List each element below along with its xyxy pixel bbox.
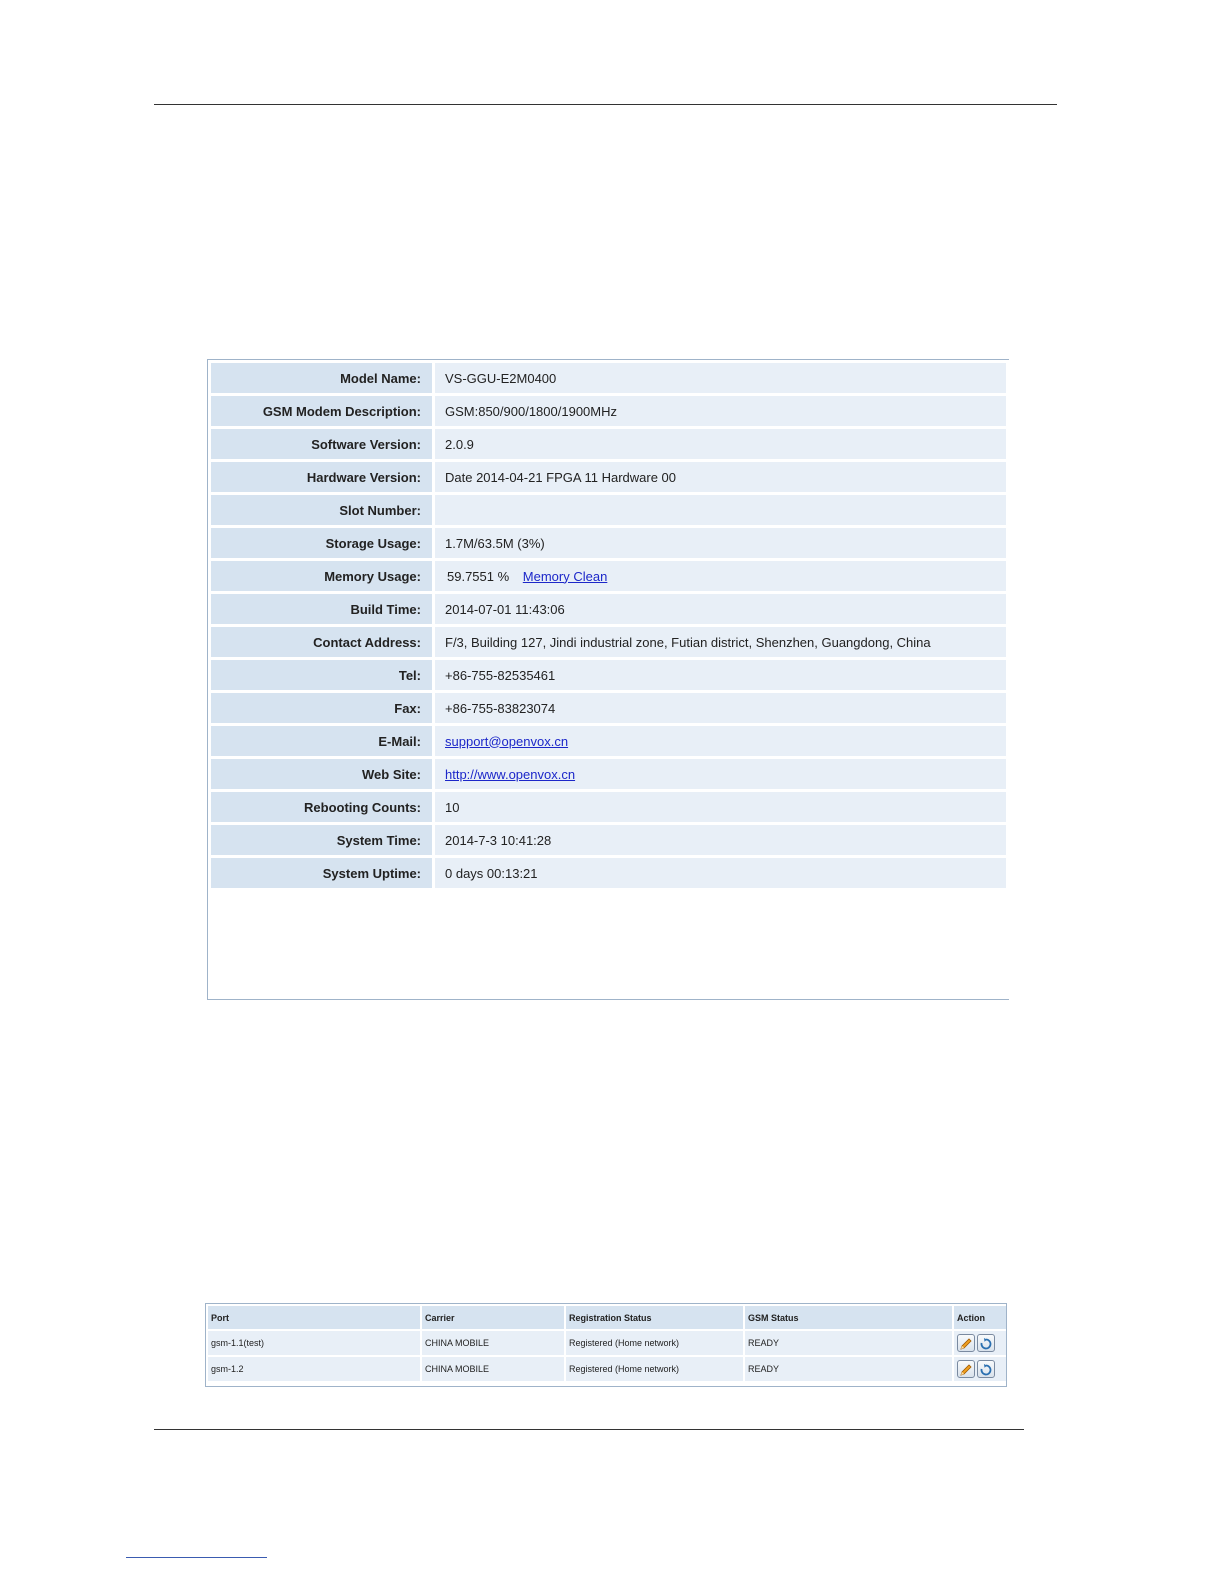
- edit-button[interactable]: [957, 1360, 975, 1378]
- info-value: VS-GGU-E2M0400: [435, 363, 1006, 393]
- memory-clean-link[interactable]: Memory Clean: [522, 568, 608, 584]
- edit-icon: [959, 1337, 973, 1351]
- info-row-tel: [211, 660, 1006, 690]
- info-label: E-Mail:: [211, 726, 432, 756]
- info-row-rebooting-counts: [211, 792, 1006, 822]
- header-rule: [154, 104, 1057, 105]
- info-value: [435, 726, 1006, 756]
- action-cell: [954, 1357, 1006, 1381]
- info-label: Web Site:: [211, 759, 432, 789]
- info-row-slot-number: [211, 495, 1006, 525]
- info-row-model-name: [211, 363, 1006, 393]
- refresh-button[interactable]: [977, 1334, 995, 1352]
- port-status-panel: [205, 1303, 1007, 1387]
- info-row-system-uptime: [211, 858, 1006, 888]
- carrier-cell: CHINA MOBILE: [422, 1357, 564, 1381]
- info-value: 2014-7-3 10:41:28: [435, 825, 1006, 855]
- info-label: Build Time:: [211, 594, 432, 624]
- system-info-table: [208, 360, 1009, 891]
- info-row-build-time: [211, 594, 1006, 624]
- column-header-registration-status: Registration Status: [566, 1306, 743, 1329]
- info-row-gsm-modem-description: [211, 396, 1006, 426]
- info-label: Fax:: [211, 693, 432, 723]
- info-row-web-site: [211, 759, 1006, 789]
- info-value: Date 2014-04-21 FPGA 11 Hardware 00: [435, 462, 1006, 492]
- info-value: 1.7M/63.5M (3%): [435, 528, 1006, 558]
- info-value: +86-755-83823074: [435, 693, 1006, 723]
- refresh-icon: [979, 1363, 993, 1377]
- edit-icon: [959, 1363, 973, 1377]
- registration-cell: Registered (Home network): [566, 1331, 743, 1355]
- port-cell: gsm-1.1(test): [208, 1331, 420, 1355]
- info-row-contact-address: [211, 627, 1006, 657]
- info-value: [435, 759, 1006, 789]
- info-value: [435, 495, 1006, 525]
- memory-usage-value: 59.7551 %: [447, 568, 510, 584]
- info-label: Slot Number:: [211, 495, 432, 525]
- action-cell: [954, 1331, 1006, 1355]
- column-header-port: Port: [208, 1306, 420, 1329]
- email-link[interactable]: support@openvox.cn: [445, 733, 569, 749]
- info-label: System Uptime:: [211, 858, 432, 888]
- gsm-status-cell: READY: [745, 1357, 952, 1381]
- info-value: 2014-07-01 11:43:06: [435, 594, 1006, 624]
- table-row: [208, 1357, 1006, 1381]
- info-value: 10: [435, 792, 1006, 822]
- info-value: [435, 561, 1006, 591]
- info-label: Model Name:: [211, 363, 432, 393]
- info-label: Storage Usage:: [211, 528, 432, 558]
- port-cell: gsm-1.2: [208, 1357, 420, 1381]
- footnote-rule: [126, 1557, 267, 1558]
- info-row-storage-usage: [211, 528, 1006, 558]
- info-label: Contact Address:: [211, 627, 432, 657]
- info-row-system-time: [211, 825, 1006, 855]
- column-header-action: Action: [954, 1306, 1006, 1329]
- info-row-memory-usage: [211, 561, 1006, 591]
- refresh-button[interactable]: [977, 1360, 995, 1378]
- edit-button[interactable]: [957, 1334, 975, 1352]
- info-label: Tel:: [211, 660, 432, 690]
- registration-cell: Registered (Home network): [566, 1357, 743, 1381]
- info-row-software-version: [211, 429, 1006, 459]
- info-row-hardware-version: [211, 462, 1006, 492]
- port-status-table: [206, 1304, 1008, 1383]
- info-value: +86-755-82535461: [435, 660, 1006, 690]
- gsm-status-cell: READY: [745, 1331, 952, 1355]
- info-label: Hardware Version:: [211, 462, 432, 492]
- info-value: 0 days 00:13:21: [435, 858, 1006, 888]
- column-header-carrier: Carrier: [422, 1306, 564, 1329]
- info-value: 2.0.9: [435, 429, 1006, 459]
- info-value: F/3, Building 127, Jindi industrial zone, Futian district, Shenzhen, Guangdong, China: [435, 627, 1006, 657]
- info-value: GSM:850/900/1800/1900MHz: [435, 396, 1006, 426]
- system-info-panel: [207, 359, 1009, 1000]
- info-label: Rebooting Counts:: [211, 792, 432, 822]
- port-table-header: [208, 1306, 1006, 1329]
- carrier-cell: CHINA MOBILE: [422, 1331, 564, 1355]
- info-label: System Time:: [211, 825, 432, 855]
- footer-rule: [154, 1429, 1024, 1430]
- column-header-gsm-status: GSM Status: [745, 1306, 952, 1329]
- info-label: Memory Usage:: [211, 561, 432, 591]
- info-label: GSM Modem Description:: [211, 396, 432, 426]
- info-row-fax: [211, 693, 1006, 723]
- info-label: Software Version:: [211, 429, 432, 459]
- table-row: [208, 1331, 1006, 1355]
- website-link[interactable]: http://www.openvox.cn: [445, 766, 576, 782]
- info-row-email: [211, 726, 1006, 756]
- refresh-icon: [979, 1337, 993, 1351]
